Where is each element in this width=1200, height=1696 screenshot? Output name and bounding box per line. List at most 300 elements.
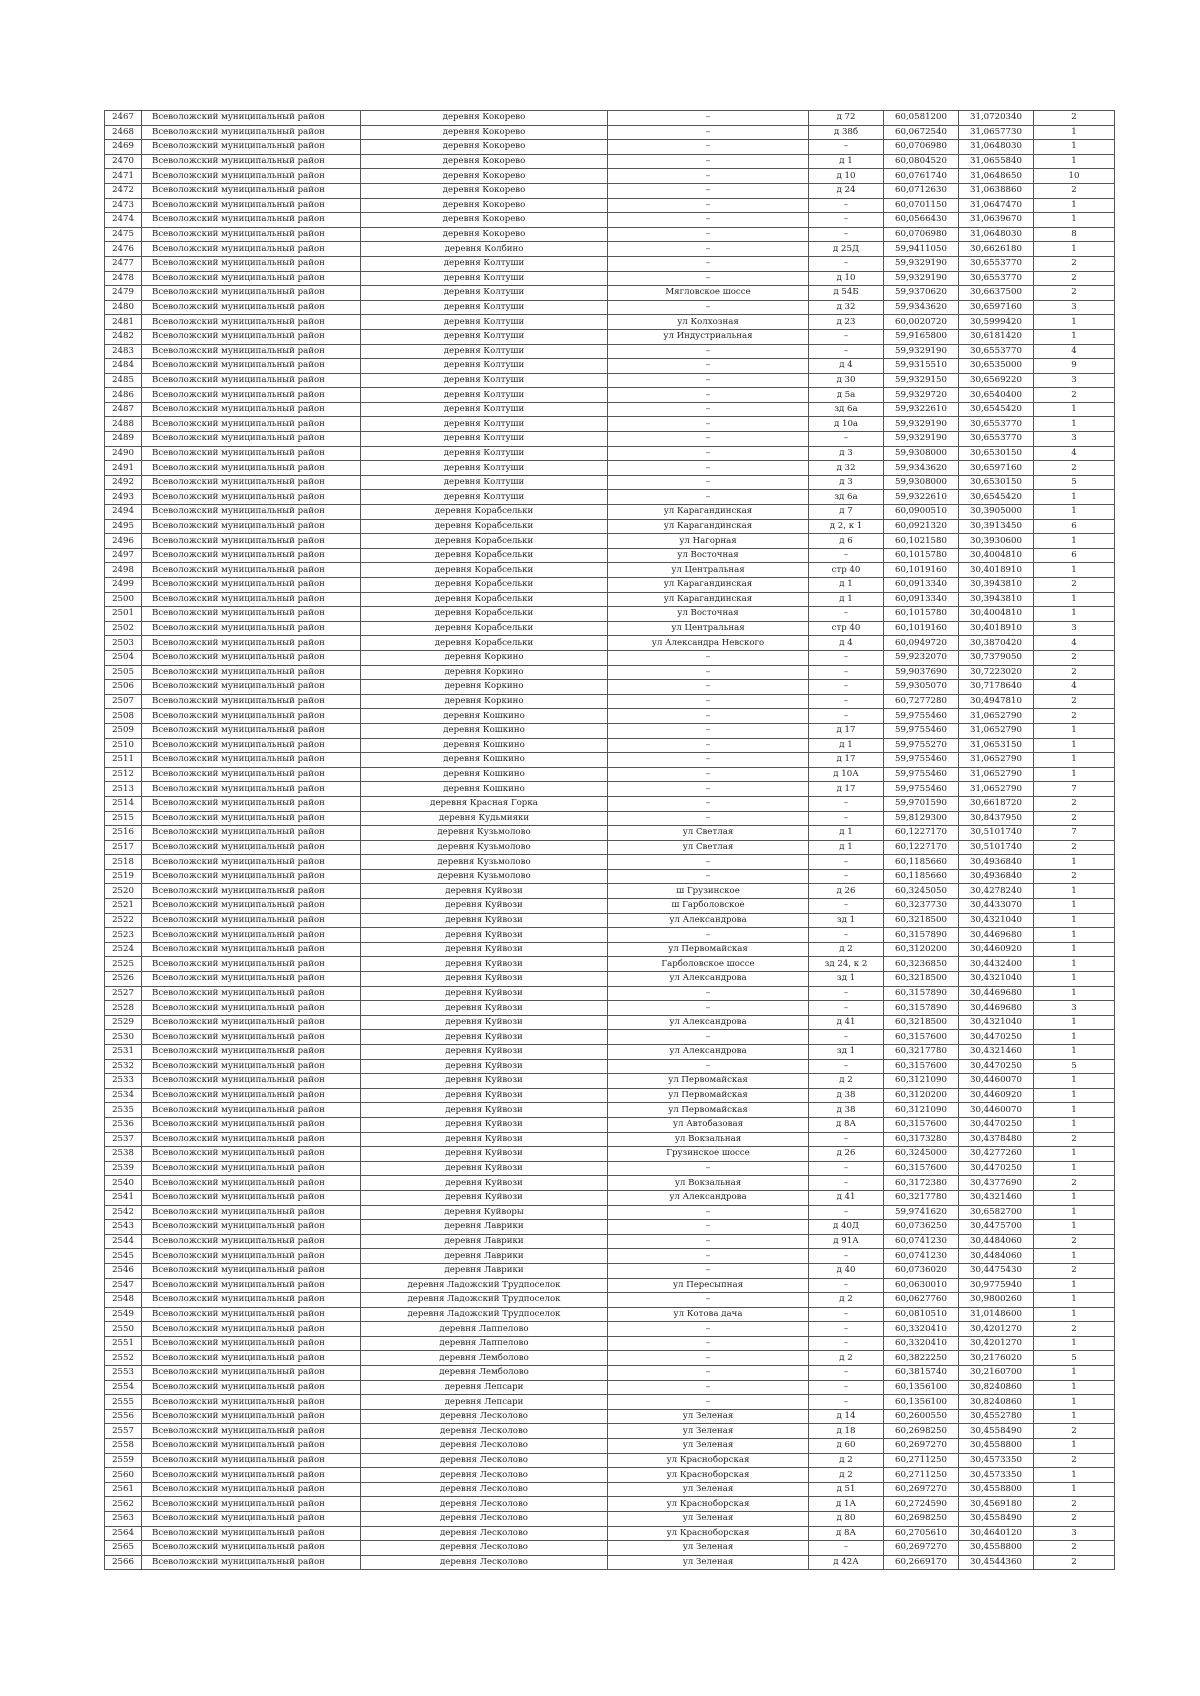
- row-number: 2497: [105, 548, 142, 563]
- count-cell: 2: [1034, 286, 1115, 301]
- district-cell: Всеволожский муниципальный район: [142, 563, 361, 578]
- house-cell: д 17: [809, 723, 884, 738]
- longitude-cell: 31,0653150: [959, 738, 1034, 753]
- longitude-cell: 30,6553770: [959, 256, 1034, 271]
- count-cell: 1: [1034, 899, 1115, 914]
- latitude-cell: 60,0020720: [884, 315, 959, 330]
- table-row: [105, 840, 1115, 855]
- row-number: 2556: [105, 1409, 142, 1424]
- table-row: [105, 1409, 1115, 1424]
- district-cell: Всеволожский муниципальный район: [142, 475, 361, 490]
- count-cell: 1: [1034, 942, 1115, 957]
- house-cell: д 23: [809, 315, 884, 330]
- table-row: [105, 300, 1115, 315]
- locality-cell: деревня Колтуши: [361, 388, 608, 403]
- longitude-cell: 30,4004810: [959, 607, 1034, 622]
- district-cell: Всеволожский муниципальный район: [142, 738, 361, 753]
- district-cell: Всеволожский муниципальный район: [142, 694, 361, 709]
- row-number: 2478: [105, 271, 142, 286]
- count-cell: 5: [1034, 1059, 1115, 1074]
- count-cell: 2: [1034, 271, 1115, 286]
- house-cell: д 1: [809, 826, 884, 841]
- table-row: [105, 1526, 1115, 1541]
- district-cell: Всеволожский муниципальный район: [142, 723, 361, 738]
- house-cell: –: [809, 811, 884, 826]
- row-number: 2566: [105, 1555, 142, 1570]
- count-cell: 6: [1034, 548, 1115, 563]
- count-cell: 2: [1034, 840, 1115, 855]
- row-number: 2524: [105, 942, 142, 957]
- longitude-cell: 30,4470250: [959, 1161, 1034, 1176]
- locality-cell: деревня Куйвози: [361, 1088, 608, 1103]
- locality-cell: деревня Лаврики: [361, 1220, 608, 1235]
- house-cell: зд 6а: [809, 402, 884, 417]
- table-row: [105, 1380, 1115, 1395]
- longitude-cell: 30,6181420: [959, 329, 1034, 344]
- locality-cell: деревня Куйвози: [361, 986, 608, 1001]
- latitude-cell: 60,3217780: [884, 1045, 959, 1060]
- latitude-cell: 60,0804520: [884, 154, 959, 169]
- locality-cell: деревня Кошкино: [361, 738, 608, 753]
- locality-cell: деревня Кокорево: [361, 111, 608, 126]
- longitude-cell: 30,6535000: [959, 359, 1034, 374]
- latitude-cell: 60,2698250: [884, 1424, 959, 1439]
- count-cell: 1: [1034, 1220, 1115, 1235]
- street-cell: ул Первомайская: [608, 942, 809, 957]
- district-cell: Всеволожский муниципальный район: [142, 1074, 361, 1089]
- longitude-cell: 31,0648650: [959, 169, 1034, 184]
- count-cell: 1: [1034, 986, 1115, 1001]
- row-number: 2489: [105, 432, 142, 447]
- street-cell: Мягловское шоссе: [608, 286, 809, 301]
- longitude-cell: 30,3943810: [959, 592, 1034, 607]
- house-cell: зд 1: [809, 913, 884, 928]
- street-cell: ул Светлая: [608, 840, 809, 855]
- row-number: 2520: [105, 884, 142, 899]
- locality-cell: деревня Кокорево: [361, 140, 608, 155]
- locality-cell: деревня Лесколово: [361, 1468, 608, 1483]
- house-cell: д 17: [809, 782, 884, 797]
- row-number: 2481: [105, 315, 142, 330]
- count-cell: 9: [1034, 359, 1115, 374]
- district-cell: Всеволожский муниципальный район: [142, 899, 361, 914]
- row-number: 2541: [105, 1190, 142, 1205]
- table-row: [105, 753, 1115, 768]
- longitude-cell: 31,0639670: [959, 213, 1034, 228]
- street-cell: –: [608, 213, 809, 228]
- house-cell: д 6: [809, 534, 884, 549]
- longitude-cell: 30,4432400: [959, 957, 1034, 972]
- row-number: 2555: [105, 1395, 142, 1410]
- street-cell: ш Гарболовское: [608, 899, 809, 914]
- longitude-cell: 30,4569180: [959, 1497, 1034, 1512]
- street-cell: –: [608, 1380, 809, 1395]
- house-cell: д 26: [809, 884, 884, 899]
- table-row: [105, 1220, 1115, 1235]
- table-row: [105, 986, 1115, 1001]
- row-number: 2503: [105, 636, 142, 651]
- house-cell: –: [809, 198, 884, 213]
- district-cell: Всеволожский муниципальный район: [142, 1220, 361, 1235]
- locality-cell: деревня Корабсельки: [361, 621, 608, 636]
- street-cell: ул Индустриальная: [608, 329, 809, 344]
- latitude-cell: 60,3157600: [884, 1117, 959, 1132]
- street-cell: –: [608, 256, 809, 271]
- house-cell: стр 40: [809, 563, 884, 578]
- latitude-cell: 59,9329190: [884, 417, 959, 432]
- table-row: [105, 1555, 1115, 1570]
- table-row: [105, 650, 1115, 665]
- row-number: 2537: [105, 1132, 142, 1147]
- count-cell: 3: [1034, 621, 1115, 636]
- count-cell: 1: [1034, 738, 1115, 753]
- table-row: [105, 1132, 1115, 1147]
- house-cell: –: [809, 1249, 884, 1264]
- table-row: [105, 344, 1115, 359]
- house-cell: д 1: [809, 578, 884, 593]
- street-cell: ул Александрова: [608, 913, 809, 928]
- longitude-cell: 30,6530150: [959, 475, 1034, 490]
- latitude-cell: 60,3822250: [884, 1351, 959, 1366]
- latitude-cell: 60,3218500: [884, 913, 959, 928]
- table-row: [105, 1307, 1115, 1322]
- latitude-cell: 60,2600550: [884, 1409, 959, 1424]
- table-row: [105, 1030, 1115, 1045]
- count-cell: 5: [1034, 475, 1115, 490]
- table-row: [105, 519, 1115, 534]
- street-cell: ул Александрова: [608, 972, 809, 987]
- count-cell: 1: [1034, 1439, 1115, 1454]
- house-cell: д 38: [809, 1103, 884, 1118]
- street-cell: –: [608, 753, 809, 768]
- locality-cell: деревня Кокорево: [361, 227, 608, 242]
- locality-cell: деревня Куйвози: [361, 972, 608, 987]
- longitude-cell: 30,4475700: [959, 1220, 1034, 1235]
- locality-cell: деревня Лесколово: [361, 1526, 608, 1541]
- locality-cell: деревня Куйвози: [361, 1176, 608, 1191]
- house-cell: д 4: [809, 359, 884, 374]
- locality-cell: деревня Лесколово: [361, 1482, 608, 1497]
- locality-cell: деревня Колтуши: [361, 286, 608, 301]
- street-cell: –: [608, 709, 809, 724]
- district-cell: Всеволожский муниципальный район: [142, 811, 361, 826]
- count-cell: 1: [1034, 125, 1115, 140]
- latitude-cell: 60,1227170: [884, 826, 959, 841]
- table-row: [105, 359, 1115, 374]
- count-cell: 2: [1034, 1322, 1115, 1337]
- table-row: [105, 227, 1115, 242]
- house-cell: зд 24, к 2: [809, 957, 884, 972]
- locality-cell: деревня Кокорево: [361, 125, 608, 140]
- table-row: [105, 899, 1115, 914]
- street-cell: ул Зеленая: [608, 1482, 809, 1497]
- row-number: 2539: [105, 1161, 142, 1176]
- locality-cell: деревня Лепсари: [361, 1380, 608, 1395]
- latitude-cell: 60,0706980: [884, 140, 959, 155]
- street-cell: ул Нагорная: [608, 534, 809, 549]
- longitude-cell: 31,0648030: [959, 227, 1034, 242]
- locality-cell: деревня Колбино: [361, 242, 608, 257]
- street-cell: –: [608, 1322, 809, 1337]
- house-cell: д 2: [809, 942, 884, 957]
- house-cell: д 2: [809, 1293, 884, 1308]
- row-number: 2491: [105, 461, 142, 476]
- street-cell: ул Вокзальная: [608, 1176, 809, 1191]
- table-row: [105, 1117, 1115, 1132]
- house-cell: д 38: [809, 1088, 884, 1103]
- longitude-cell: 31,0720340: [959, 111, 1034, 126]
- row-number: 2533: [105, 1074, 142, 1089]
- district-cell: Всеволожский муниципальный район: [142, 1526, 361, 1541]
- longitude-cell: 30,4470250: [959, 1117, 1034, 1132]
- row-number: 2469: [105, 140, 142, 155]
- house-cell: д 8А: [809, 1526, 884, 1541]
- district-cell: Всеволожский муниципальный район: [142, 300, 361, 315]
- longitude-cell: 30,4321040: [959, 1015, 1034, 1030]
- street-cell: –: [608, 1234, 809, 1249]
- locality-cell: деревня Куйвози: [361, 1030, 608, 1045]
- longitude-cell: 30,5999420: [959, 315, 1034, 330]
- house-cell: –: [809, 1030, 884, 1045]
- house-cell: –: [809, 256, 884, 271]
- locality-cell: деревня Лаврики: [361, 1234, 608, 1249]
- house-cell: д 10а: [809, 417, 884, 432]
- district-cell: Всеволожский муниципальный район: [142, 1278, 361, 1293]
- street-cell: ул Красноборская: [608, 1453, 809, 1468]
- row-number: 2531: [105, 1045, 142, 1060]
- latitude-cell: 60,0810510: [884, 1307, 959, 1322]
- locality-cell: деревня Корабсельки: [361, 534, 608, 549]
- table-body: [105, 111, 1115, 1570]
- locality-cell: деревня Куйвози: [361, 1147, 608, 1162]
- locality-cell: деревня Колтуши: [361, 432, 608, 447]
- locality-cell: деревня Куйвози: [361, 1001, 608, 1016]
- longitude-cell: 31,0647470: [959, 198, 1034, 213]
- district-cell: Всеволожский муниципальный район: [142, 855, 361, 870]
- count-cell: 4: [1034, 636, 1115, 651]
- house-cell: д 10: [809, 169, 884, 184]
- count-cell: 2: [1034, 811, 1115, 826]
- count-cell: 2: [1034, 1453, 1115, 1468]
- count-cell: 1: [1034, 855, 1115, 870]
- street-cell: –: [608, 680, 809, 695]
- street-cell: –: [608, 782, 809, 797]
- count-cell: 1: [1034, 723, 1115, 738]
- row-number: 2526: [105, 972, 142, 987]
- row-number: 2493: [105, 490, 142, 505]
- table-row: [105, 1045, 1115, 1060]
- latitude-cell: 60,1015780: [884, 607, 959, 622]
- count-cell: 1: [1034, 1030, 1115, 1045]
- count-cell: 1: [1034, 753, 1115, 768]
- house-cell: –: [809, 1307, 884, 1322]
- table-row: [105, 957, 1115, 972]
- district-cell: Всеволожский муниципальный район: [142, 1176, 361, 1191]
- district-cell: Всеволожский муниципальный район: [142, 680, 361, 695]
- house-cell: д 2, к 1: [809, 519, 884, 534]
- row-number: 2508: [105, 709, 142, 724]
- district-cell: Всеволожский муниципальный район: [142, 111, 361, 126]
- latitude-cell: 60,0566430: [884, 213, 959, 228]
- latitude-cell: 60,1185660: [884, 855, 959, 870]
- district-cell: Всеволожский муниципальный район: [142, 242, 361, 257]
- count-cell: 1: [1034, 402, 1115, 417]
- latitude-cell: 60,3157600: [884, 1161, 959, 1176]
- latitude-cell: 59,9329720: [884, 388, 959, 403]
- longitude-cell: 30,4277260: [959, 1147, 1034, 1162]
- district-cell: Всеволожский муниципальный район: [142, 796, 361, 811]
- count-cell: 1: [1034, 315, 1115, 330]
- street-cell: ул Зеленая: [608, 1541, 809, 1556]
- house-cell: –: [809, 548, 884, 563]
- latitude-cell: 60,1185660: [884, 869, 959, 884]
- address-table: [104, 110, 1115, 1570]
- latitude-cell: 59,9755460: [884, 753, 959, 768]
- district-cell: Всеволожский муниципальный район: [142, 534, 361, 549]
- locality-cell: деревня Колтуши: [361, 271, 608, 286]
- locality-cell: деревня Кудьмияки: [361, 811, 608, 826]
- street-cell: ул Карагандинская: [608, 519, 809, 534]
- registry-sheet: [104, 110, 1098, 1570]
- table-row: [105, 782, 1115, 797]
- count-cell: 1: [1034, 1103, 1115, 1118]
- row-number: 2542: [105, 1205, 142, 1220]
- row-number: 2548: [105, 1293, 142, 1308]
- table-row: [105, 548, 1115, 563]
- latitude-cell: 59,9755270: [884, 738, 959, 753]
- count-cell: 3: [1034, 1001, 1115, 1016]
- row-number: 2544: [105, 1234, 142, 1249]
- district-cell: Всеволожский муниципальный район: [142, 1307, 361, 1322]
- house-cell: –: [809, 1322, 884, 1337]
- longitude-cell: 30,4544360: [959, 1555, 1034, 1570]
- street-cell: –: [608, 227, 809, 242]
- district-cell: Всеволожский муниципальный район: [142, 1336, 361, 1351]
- street-cell: ул Первомайская: [608, 1074, 809, 1089]
- count-cell: 1: [1034, 884, 1115, 899]
- house-cell: д 5а: [809, 388, 884, 403]
- table-row: [105, 738, 1115, 753]
- longitude-cell: 30,4936840: [959, 855, 1034, 870]
- row-number: 2496: [105, 534, 142, 549]
- street-cell: –: [608, 198, 809, 213]
- locality-cell: деревня Кошкино: [361, 709, 608, 724]
- district-cell: Всеволожский муниципальный район: [142, 359, 361, 374]
- street-cell: ул Первомайская: [608, 1103, 809, 1118]
- street-cell: ул Вокзальная: [608, 1132, 809, 1147]
- locality-cell: деревня Куйвози: [361, 1103, 608, 1118]
- district-cell: Всеволожский муниципальный район: [142, 227, 361, 242]
- table-row: [105, 1351, 1115, 1366]
- house-cell: д 17: [809, 753, 884, 768]
- street-cell: –: [608, 1161, 809, 1176]
- count-cell: 1: [1034, 1117, 1115, 1132]
- street-cell: –: [608, 417, 809, 432]
- longitude-cell: 30,6597160: [959, 300, 1034, 315]
- row-number: 2557: [105, 1424, 142, 1439]
- latitude-cell: 60,0913340: [884, 578, 959, 593]
- row-number: 2504: [105, 650, 142, 665]
- row-number: 2494: [105, 505, 142, 520]
- house-cell: –: [809, 665, 884, 680]
- latitude-cell: 59,9755460: [884, 767, 959, 782]
- street-cell: –: [608, 475, 809, 490]
- house-cell: д 42А: [809, 1555, 884, 1570]
- longitude-cell: 30,4484060: [959, 1249, 1034, 1264]
- house-cell: д 32: [809, 300, 884, 315]
- locality-cell: деревня Колтуши: [361, 461, 608, 476]
- district-cell: Всеволожский муниципальный район: [142, 1468, 361, 1483]
- district-cell: Всеволожский муниципальный район: [142, 753, 361, 768]
- count-cell: 1: [1034, 1380, 1115, 1395]
- latitude-cell: 60,2697270: [884, 1439, 959, 1454]
- row-number: 2528: [105, 1001, 142, 1016]
- row-number: 2507: [105, 694, 142, 709]
- row-number: 2560: [105, 1468, 142, 1483]
- table-row: [105, 1439, 1115, 1454]
- latitude-cell: 60,3120200: [884, 942, 959, 957]
- locality-cell: деревня Корабсельки: [361, 636, 608, 651]
- street-cell: ул Карагандинская: [608, 592, 809, 607]
- district-cell: Всеволожский муниципальный район: [142, 1263, 361, 1278]
- street-cell: ул Пересыпная: [608, 1278, 809, 1293]
- locality-cell: деревня Лемболово: [361, 1351, 608, 1366]
- street-cell: –: [608, 402, 809, 417]
- longitude-cell: 30,4573350: [959, 1468, 1034, 1483]
- district-cell: Всеволожский муниципальный район: [142, 1541, 361, 1556]
- house-cell: –: [809, 796, 884, 811]
- street-cell: ул Красноборская: [608, 1497, 809, 1512]
- row-number: 2529: [105, 1015, 142, 1030]
- count-cell: 2: [1034, 694, 1115, 709]
- district-cell: Всеволожский муниципальный район: [142, 1234, 361, 1249]
- locality-cell: деревня Лемболово: [361, 1366, 608, 1381]
- longitude-cell: 30,6553770: [959, 417, 1034, 432]
- row-number: 2498: [105, 563, 142, 578]
- latitude-cell: 60,3121090: [884, 1074, 959, 1089]
- street-cell: ул Центральная: [608, 563, 809, 578]
- locality-cell: деревня Лесколово: [361, 1512, 608, 1527]
- district-cell: Всеволожский муниципальный район: [142, 709, 361, 724]
- street-cell: –: [608, 665, 809, 680]
- count-cell: 3: [1034, 1526, 1115, 1541]
- longitude-cell: 31,0648030: [959, 140, 1034, 155]
- longitude-cell: 30,4484060: [959, 1234, 1034, 1249]
- locality-cell: деревня Лепсари: [361, 1395, 608, 1410]
- locality-cell: деревня Кошкино: [361, 723, 608, 738]
- table-row: [105, 1395, 1115, 1410]
- longitude-cell: 30,4460920: [959, 1088, 1034, 1103]
- count-cell: 2: [1034, 1541, 1115, 1556]
- locality-cell: деревня Колтуши: [361, 344, 608, 359]
- row-number: 2564: [105, 1526, 142, 1541]
- district-cell: Всеволожский муниципальный район: [142, 461, 361, 476]
- count-cell: 6: [1034, 519, 1115, 534]
- street-cell: –: [608, 1263, 809, 1278]
- count-cell: 1: [1034, 1190, 1115, 1205]
- longitude-cell: 30,6553770: [959, 344, 1034, 359]
- latitude-cell: 59,9701590: [884, 796, 959, 811]
- house-cell: д 4: [809, 636, 884, 651]
- table-row: [105, 505, 1115, 520]
- table-row: [105, 826, 1115, 841]
- locality-cell: деревня Кошкино: [361, 782, 608, 797]
- latitude-cell: 60,3815740: [884, 1366, 959, 1381]
- row-number: 2522: [105, 913, 142, 928]
- district-cell: Всеволожский муниципальный район: [142, 1409, 361, 1424]
- row-number: 2482: [105, 329, 142, 344]
- count-cell: 7: [1034, 826, 1115, 841]
